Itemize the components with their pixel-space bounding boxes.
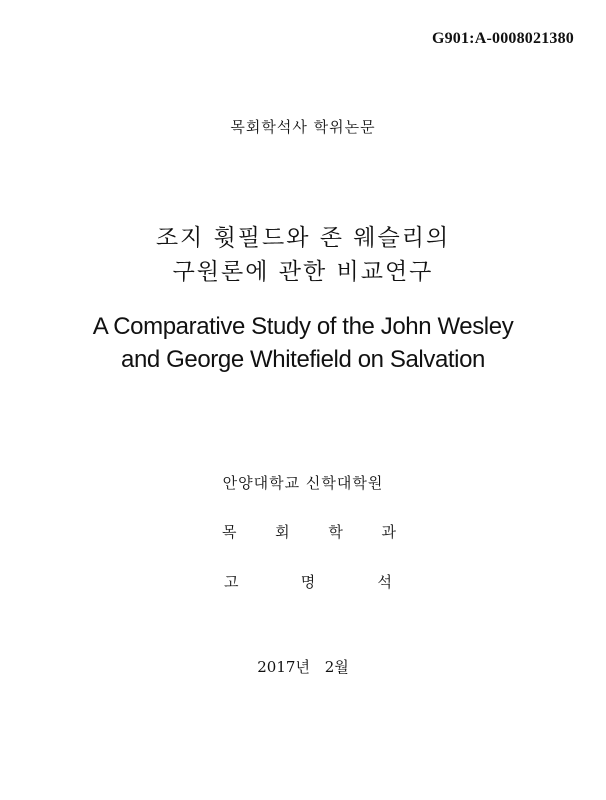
english-title-line-2: and George Whitefield on Salvation: [121, 346, 485, 373]
department-name: [222, 521, 396, 542]
author-name: [224, 571, 392, 592]
degree-label: 목회학석사 학위논문: [230, 118, 376, 136]
author-char: 석: [377, 573, 392, 591]
document-id: G901:A-0008021380: [431, 30, 574, 47]
department-char: 학: [328, 523, 343, 541]
department-char: 과: [381, 523, 396, 541]
department-char: 목: [222, 523, 237, 541]
author-char: 고: [224, 573, 239, 591]
department-char: 회: [275, 523, 290, 541]
author-char: 명: [300, 573, 316, 591]
korean-title: [0, 221, 606, 289]
english-title: [0, 310, 606, 376]
university-name: 안양대학교 신학대학원: [222, 474, 384, 492]
english-title-line-1: A Comparative Study of the John Wesley: [92, 313, 514, 340]
korean-title-line-1: 조지 휫필드와 존 웨슬리의: [155, 225, 451, 251]
submission-date: 2017년 2월: [257, 658, 349, 676]
korean-title-line-2: 구원론에 관한 비교연구: [172, 259, 434, 285]
